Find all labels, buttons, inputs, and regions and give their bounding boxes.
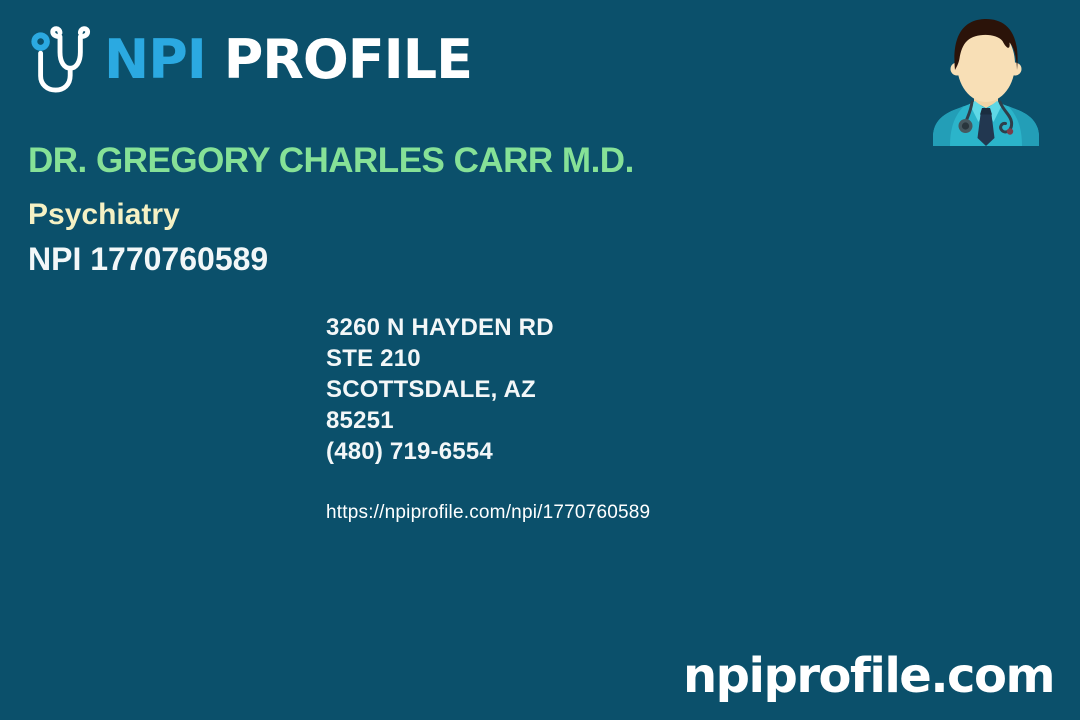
address-zip: 85251 xyxy=(326,407,394,434)
address-block xyxy=(326,312,650,524)
site-name: npiprofile.com xyxy=(682,648,1054,704)
provider-info xyxy=(28,143,634,275)
provider-npi-number: NPI 1770760589 xyxy=(28,241,269,277)
address-suite: STE 210 xyxy=(326,345,421,372)
phone-number: (480) 719-6554 xyxy=(326,438,493,465)
logo-text-secondary: PROFILE xyxy=(223,28,473,91)
address-street: 3260 N HAYDEN RD xyxy=(326,314,554,341)
address-city-state: SCOTTSDALE, AZ xyxy=(326,376,536,403)
logo xyxy=(28,22,472,98)
profile-url-link[interactable]: https://npiprofile.com/npi/1770760589 xyxy=(326,502,651,523)
doctor-avatar xyxy=(930,12,1042,146)
stethoscope-icon xyxy=(28,22,92,98)
provider-specialty: Psychiatry xyxy=(28,198,180,231)
logo-text xyxy=(104,22,472,98)
provider-name: DR. GREGORY CHARLES CARR M.D. xyxy=(28,141,634,180)
logo-text-primary: NPI xyxy=(104,28,206,91)
